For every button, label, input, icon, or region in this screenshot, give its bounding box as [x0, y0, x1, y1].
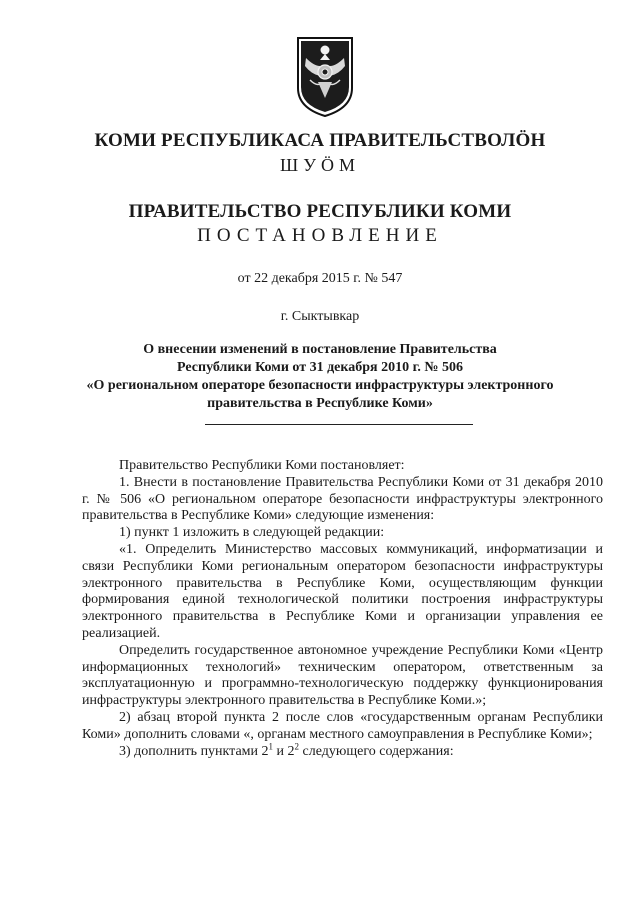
body-text-span: и 2 — [273, 743, 295, 759]
body-paragraph — [82, 740, 603, 761]
body-paragraph: 1) пункт 1 изложить в следующей редакции: — [119, 525, 385, 541]
russian-government-name: ПРАВИТЕЛЬСТВО РЕСПУБЛИКИ КОМИ — [128, 201, 512, 222]
body-text-span: 3) дополнить пунктами 2 — [119, 743, 269, 759]
komi-document-type: ШУÖМ — [280, 155, 360, 175]
title-line: правительства в Республике Коми» — [207, 396, 433, 411]
body-paragraph: Определить государственное автономное учреждение Республики Коми «Центр информационных технологий» техническим оператором, ответственным за эксплуатационную и программно-технологическую поддержку функционирования инфраструктуры электронного правительства в Республике Коми.»; — [82, 642, 603, 709]
title-line: «О региональном операторе безопасности инфраструктуры электронного — [86, 378, 554, 393]
title-line: О внесении изменений в постановление Правительства — [143, 342, 497, 357]
body-paragraph: 1. Внести в постановление Правительства Республики Коми от 31 декабря 2010 г. № 506 «О региональном операторе безопасности инфраструктуры электронного правительства в Республике Коми» следующие изменения: — [82, 474, 603, 524]
russian-document-type: ПОСТАНОВЛЕНИЕ — [197, 225, 443, 246]
document-date-number: от 22 декабря 2015 г. № 547 — [237, 271, 403, 286]
coat-of-arms-emblem — [296, 36, 354, 118]
document-body — [82, 458, 603, 760]
body-paragraph: «1. Определить Министерство массовых коммуникаций, информатизации и связи Республики Коми региональным оператором безопасности инфраструктуры электронного правительства в Республике Коми, осуществляющим функции формирования единой технологической политики построения инфраструктуры электронного правительства в Республике Коми и организации управления ее реализацией. — [82, 541, 603, 641]
document-city: г. Сыктывкар — [280, 309, 360, 324]
superscript: 1 — [268, 740, 274, 751]
body-paragraph: Правительство Республики Коми постановляет: — [119, 458, 405, 473]
komi-government-name: КОМИ РЕСПУБЛИКАСА ПРАВИТЕЛЬСТВОЛÖН — [94, 130, 546, 151]
body-paragraph: 2) абзац второй пункта 2 после слов «государственным органам Республики Коми» дополнить словами «, органам местного самоуправления в Республике Коми»; — [82, 709, 603, 742]
title-line: Республики Коми от 31 декабря 2010 г. № 506 — [177, 360, 463, 375]
body-text-span: следующего содержания: — [299, 743, 454, 759]
superscript: 2 — [294, 740, 300, 751]
title-divider — [205, 424, 473, 425]
document-title — [0, 341, 640, 413]
